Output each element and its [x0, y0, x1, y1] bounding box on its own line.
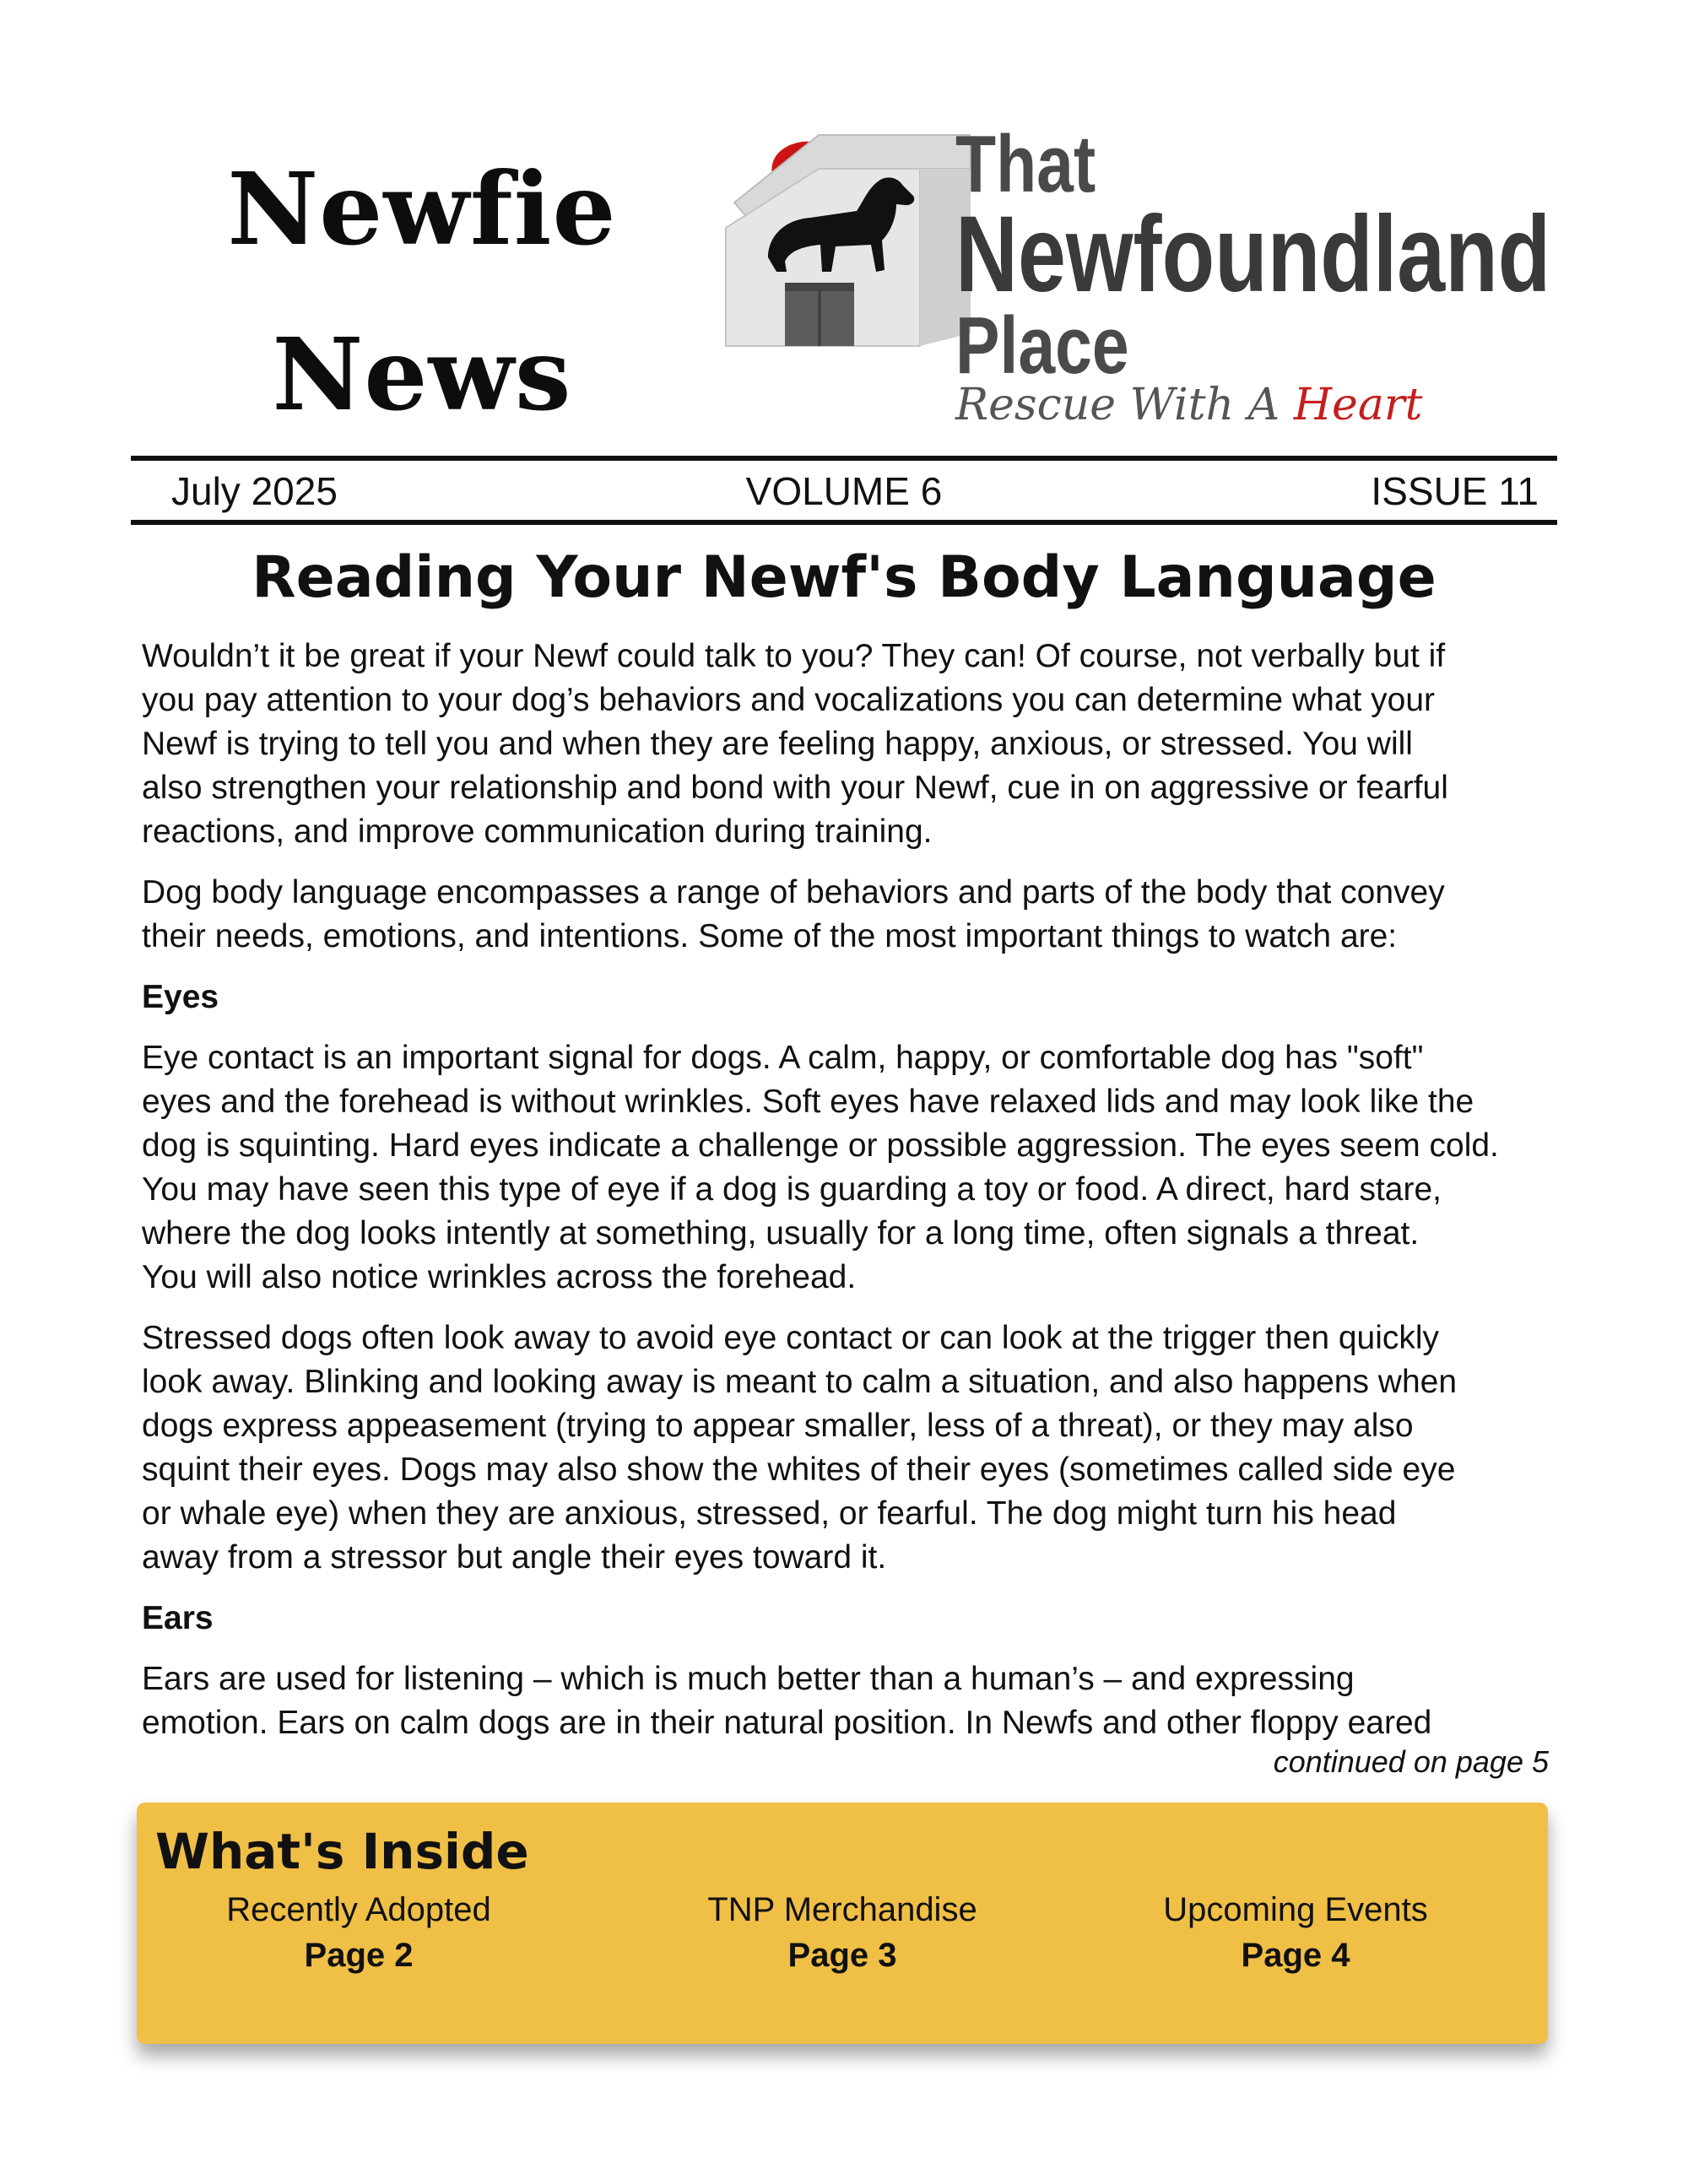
- issue-volume: VOLUME 6: [745, 469, 943, 513]
- inside-item-label: Recently Adopted: [226, 1891, 491, 1928]
- issue-bar-top-rule: [131, 456, 1557, 461]
- logo-tagline: [955, 378, 1423, 432]
- text-line: You will also notice wrinkles across the forehead.: [142, 1259, 857, 1295]
- section-heading-eyes: Eyes: [142, 979, 219, 1015]
- organization-logo: [717, 118, 1561, 439]
- text-line: You may have seen this type of eye if a dog is guarding a toy or food. A direct, hard stare,: [142, 1171, 1442, 1208]
- paragraph-eyes-1: [142, 1036, 1560, 1300]
- text-line: Stressed dogs often look away to avoid eye contact or can look at the trigger then quickly: [142, 1320, 1440, 1356]
- text-line: their needs, emotions, and intentions. Some of the most important things to watch are:: [142, 918, 1398, 954]
- newsletter-title-line2: News: [272, 316, 572, 433]
- text-line: Eye contact is an important signal for dogs. A calm, happy, or comfortable dog has "soft": [142, 1040, 1424, 1076]
- inside-item-tnp-merchandise[interactable]: [648, 1887, 1036, 1978]
- continued-note: continued on page 5: [1273, 1744, 1549, 1779]
- inside-item-label: TNP Merchandise: [707, 1891, 977, 1928]
- text-line: where the dog looks intently at something, usually for a long time, often signals a threat.: [142, 1215, 1420, 1251]
- logo-text-place: Place: [955, 300, 1129, 391]
- paragraph-eyes-2: [142, 1316, 1560, 1580]
- inside-item-label: Upcoming Events: [1163, 1891, 1428, 1928]
- inside-item-page: Page 4: [1241, 1937, 1350, 1974]
- issue-date: July 2025: [171, 469, 338, 513]
- paragraph-intro: [142, 635, 1560, 854]
- text-line: emotion. Ears on calm dogs are in their natural position. In Newfs and other floppy eared: [142, 1705, 1432, 1741]
- text-line: look away. Blinking and looking away is meant to calm a situation, and also happens when: [142, 1364, 1458, 1400]
- text-line: eyes and the forehead is without wrinkles. Soft eyes have relaxed lids and may look like the: [142, 1084, 1474, 1120]
- text-line: reactions, and improve communication during training.: [142, 814, 933, 850]
- issue-bar: [131, 466, 1557, 516]
- paragraph-ears-1: [142, 1657, 1560, 1745]
- inside-item-page: Page 2: [304, 1937, 414, 1974]
- text-line: also strengthen your relationship and bond with your Newf, cue in on aggressive or fearful: [142, 770, 1448, 806]
- inside-item-recently-adopted[interactable]: [165, 1887, 553, 1978]
- house-dog-heart-icon: [717, 118, 971, 371]
- issue-bar-bottom-rule: [131, 520, 1557, 525]
- newsletter-title: [194, 127, 650, 457]
- text-line: dog is squinting. Hard eyes indicate a challenge or possible aggression. The eyes seem cold.: [142, 1127, 1499, 1164]
- logo-text-newfoundland: Newfoundland: [955, 194, 1551, 315]
- inside-item-upcoming-events[interactable]: [1101, 1887, 1490, 1978]
- text-line: or whale eye) when they are anxious, stressed, or fearful. The dog might turn his head: [142, 1495, 1397, 1532]
- text-line: Wouldn’t it be great if your Newf could talk to you? They can! Of course, not verbally but if: [142, 638, 1446, 674]
- logo-text-that: That: [955, 119, 1096, 209]
- text-line: you pay attention to your dog’s behaviors and vocalizations you can determine what your: [142, 682, 1436, 718]
- text-line: Newf is trying to tell you and when they are feeling happy, anxious, or stressed. You will: [142, 726, 1413, 762]
- text-line: dogs express appeasement (trying to appear smaller, less of a threat), or they may also: [142, 1408, 1414, 1444]
- whats-inside-title: What's Inside: [155, 1823, 529, 1880]
- issue-number: ISSUE 11: [1371, 469, 1539, 513]
- text-line: away from a stressor but angle their eyes toward it.: [142, 1539, 887, 1576]
- article-body: [142, 635, 1560, 1762]
- logo-tagline-prefix: Rescue With A: [955, 380, 1294, 430]
- section-heading-ears: Ears: [142, 1600, 214, 1636]
- text-line: squint their eyes. Dogs may also show the whites of their eyes (sometimes called side eye: [142, 1451, 1456, 1488]
- text-line: Dog body language encompasses a range of behaviors and parts of the body that convey: [142, 874, 1445, 911]
- paragraph-body-language: [142, 871, 1560, 959]
- article-title: Reading Your Newf's Body Language: [252, 544, 1436, 611]
- newsletter-title-line1: Newfie: [227, 150, 617, 268]
- inside-item-page: Page 3: [787, 1937, 897, 1974]
- text-line: Ears are used for listening – which is much better than a human’s – and expressing: [142, 1661, 1355, 1697]
- whats-inside-box: [137, 1803, 1548, 2044]
- logo-tagline-heart: Heart: [1293, 380, 1423, 430]
